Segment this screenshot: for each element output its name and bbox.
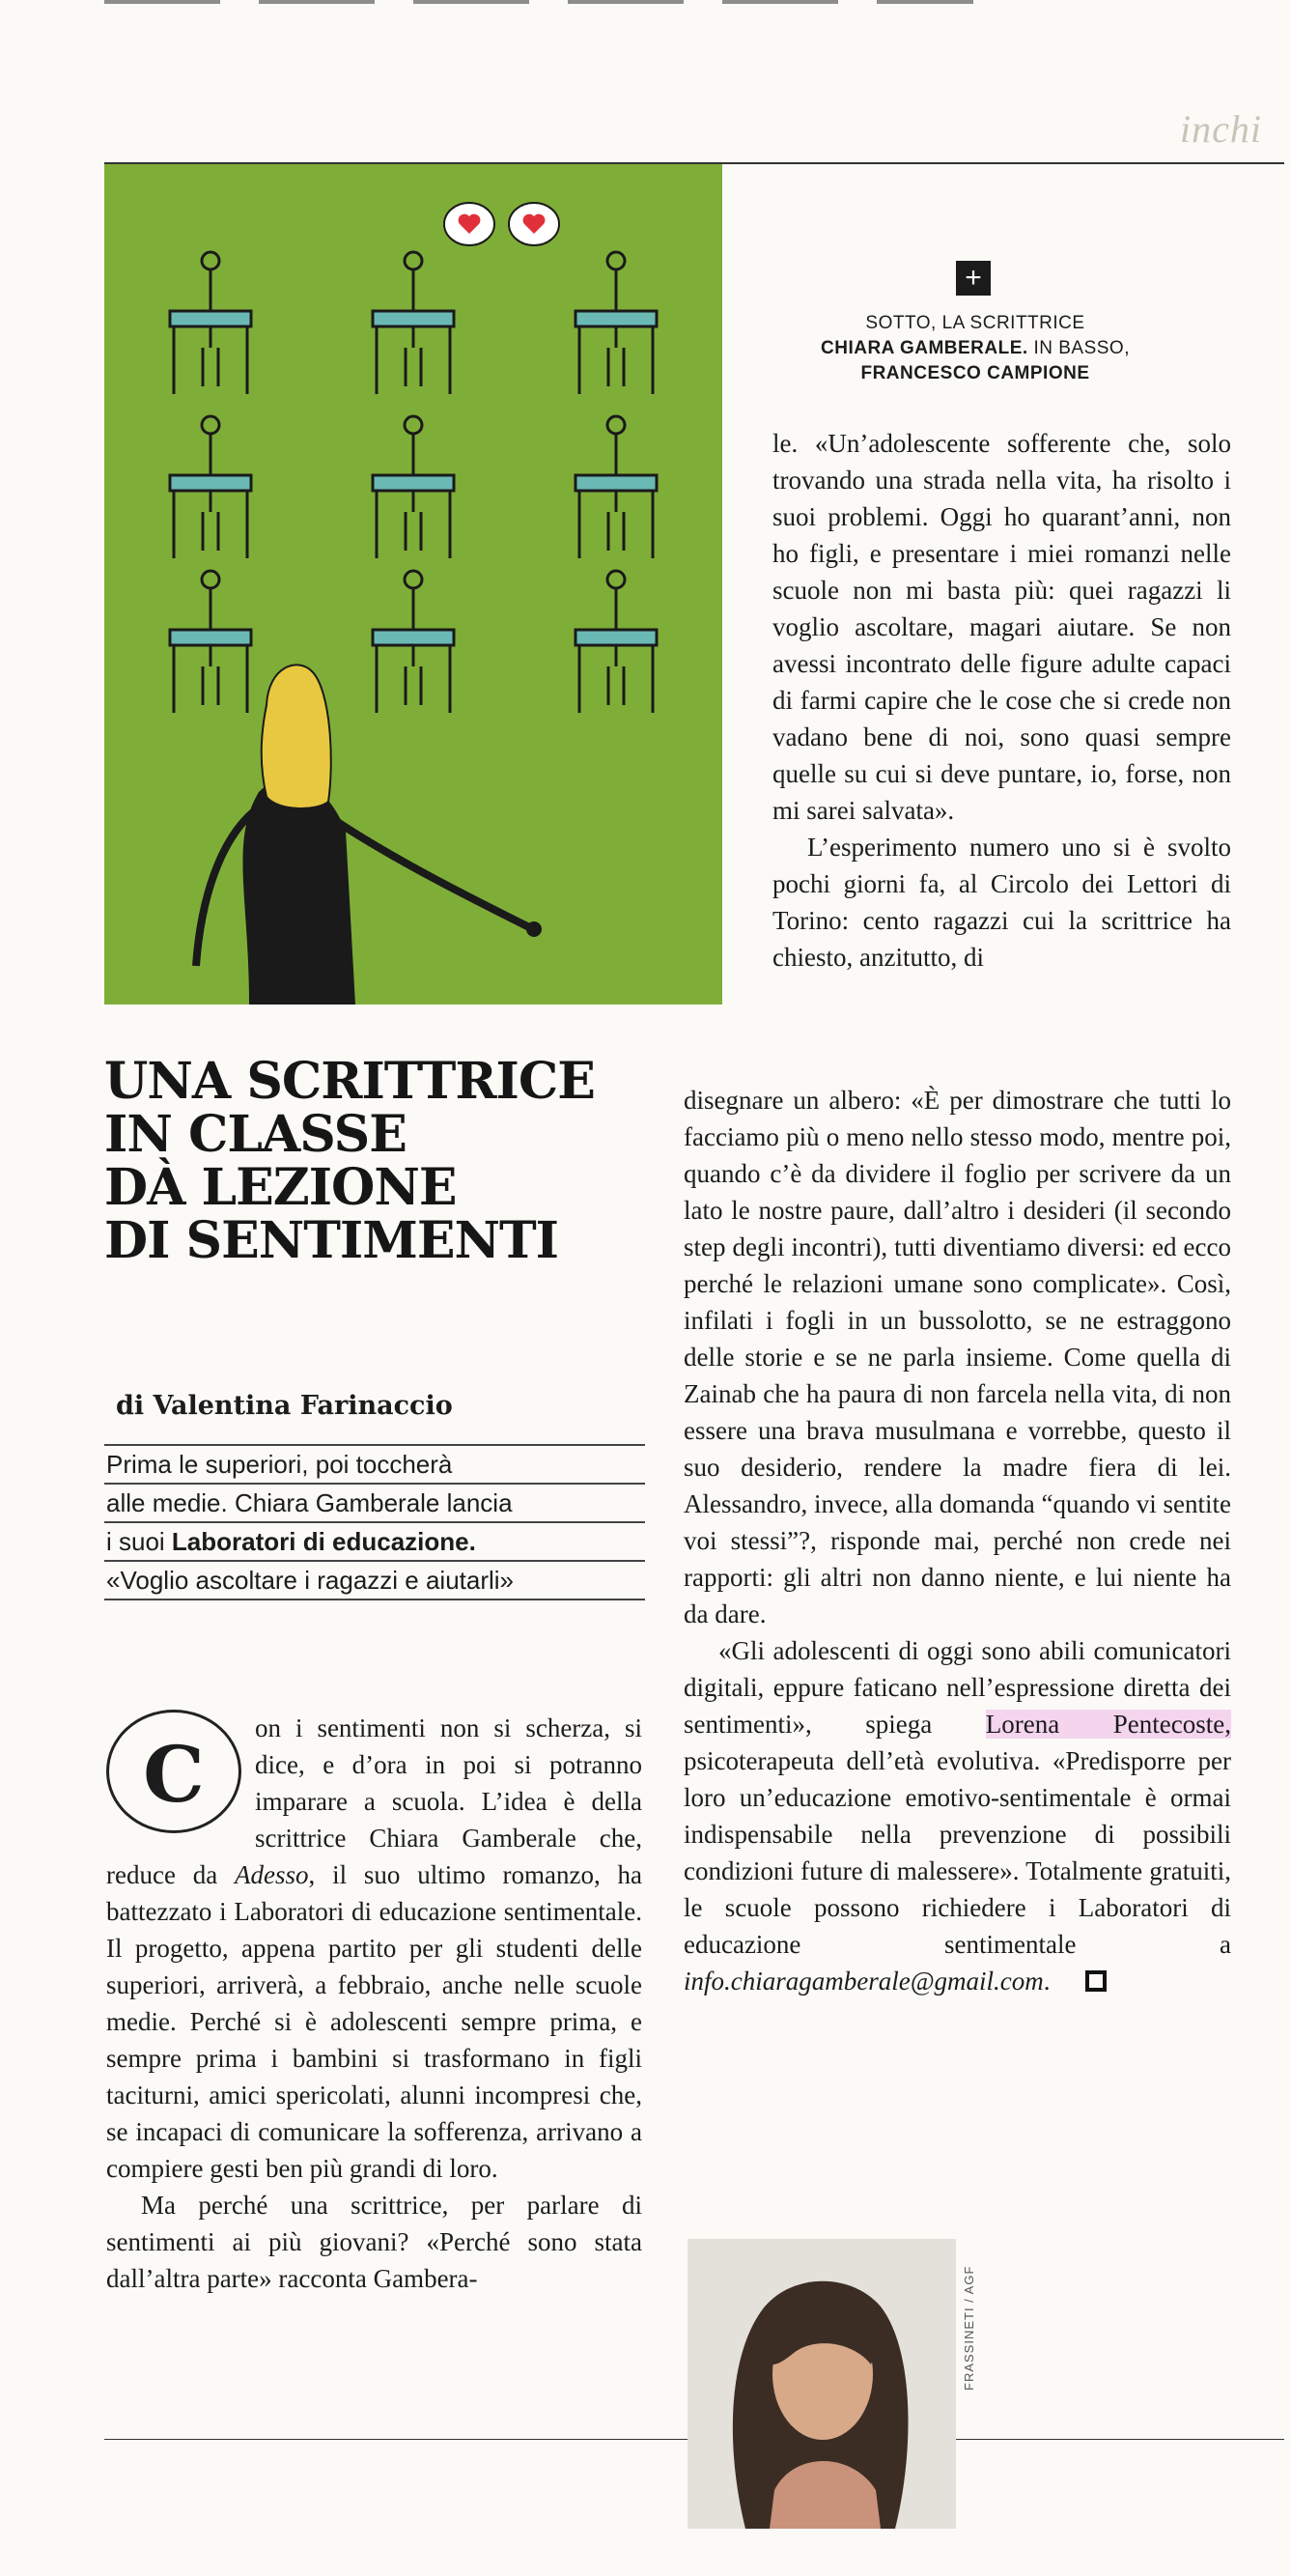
plus-icon: + bbox=[956, 261, 991, 296]
body-paragraph-2: Ma perché una scrittrice, per parlare di sentimenti ai più giovani? «Perché sono stata dall’altra parte» racconta Gambera- bbox=[106, 2191, 642, 2293]
masthead-fragment: inchi bbox=[1180, 107, 1262, 151]
top-decorative-rules bbox=[104, 0, 973, 4]
standfirst-line4: «Voglio ascoltare i ragazzi e aiutarli» bbox=[104, 1562, 645, 1600]
classroom-illustration bbox=[104, 164, 722, 1005]
headline-line2: IN CLASSE bbox=[104, 1105, 407, 1164]
contact-email: info.chiaragamberale@gmail.com bbox=[684, 1967, 1044, 1996]
author-photo bbox=[688, 2239, 956, 2529]
student-at-desk bbox=[373, 416, 454, 558]
headline bbox=[104, 1052, 645, 1270]
student-at-desk bbox=[373, 571, 454, 713]
teacher-body bbox=[242, 778, 355, 1005]
body-paragraph-5: «Gli adolescenti di oggi sono abili comunicatori digitali, eppure faticano nell’espressione diretta dei sentimenti», spiega Lorena Pentecoste, psicoterapeuta dell’età evolutiva. «Predisporre per loro un’educazione emotivo-sentimentale è ormai indispensabile nella prevenzione di possibili condizioni future di malessere». Totalmente gratuiti, le scuole possono richiedere i Laboratori di educazione sentimentale a info.chiaragamberale@gmail.com. bbox=[684, 1636, 1231, 1996]
body-paragraph-4a: L’esperimento numero uno si è svolto pochi giorni fa, al Circolo dei Lettori di Torino: cento ragazzi cui la scrittrice ha chiesto, anzitutto, di bbox=[772, 833, 1231, 972]
teacher-arm-right bbox=[336, 821, 529, 927]
drop-cap: C bbox=[106, 1710, 241, 1833]
photo-credit: FRASSINETI / AGF bbox=[962, 2265, 976, 2391]
student-at-desk bbox=[575, 416, 657, 558]
hearts bbox=[444, 203, 559, 245]
novel-title: Adesso bbox=[235, 1860, 309, 1889]
highlighted-name: Lorena Pentecoste, bbox=[985, 1710, 1231, 1739]
standfirst-line1: Prima le superiori, poi toccherà bbox=[104, 1444, 645, 1485]
student-at-desk bbox=[373, 252, 454, 394]
body-paragraph-3: le. «Un’adolescente sofferente che, solo trovando una strada nella vita, ha risolto i suoi problemi. Oggi ho quarant’anni, non ho figli, e presentare i miei romanzi nelle scuole non mi basta più: quei ragazzi li voglio ascoltare, magari aiutare. Se non avessi incontrato delle figure adulte capaci di farmi capire che le cose che si crede non vadano bene di noi, sono quasi sempre quelle su cui si deve puntare, io, forse, non mi sarei salvata». bbox=[772, 429, 1231, 825]
author-portrait bbox=[688, 2239, 956, 2529]
headline-line3: DÀ LEZIONE bbox=[104, 1158, 457, 1217]
byline: di Valentina Farinaccio bbox=[116, 1391, 453, 1421]
standfirst-line3: i suoi Laboratori di educazione. bbox=[104, 1523, 645, 1562]
body-column-left bbox=[106, 1710, 642, 2297]
standfirst-bold: Laboratori di educazione. bbox=[171, 1527, 476, 1556]
body-paragraph-4b: disegnare un albero: «È per dimostrare che tutti lo facciamo più o meno nello stesso modo, mentre poi, quando c’è da dividere il foglio per scrivere da un lato le nostre paure, dall’altro i desideri (il secondo step degli incontri), tutti diventiamo diversi: ed ecco perché le relazioni umane sono complicate». Così, infilati i fogli in un bussolotto, se ne estraggono delle storie e se ne parla insieme. Come quella di Zainab che ha paura di non farcela nella vita, di non essere una brava musulmana e vorrebbe, questo il suo desiderio, rendere la madre fiera di lei. Alessandro, invece, alla domanda “quando vi sentite voi stessi”?, risponde mai, perché non crede nei rapporti: gli altri non danno niente, e lui niente ha da dare. bbox=[684, 1086, 1231, 1628]
photo-caption bbox=[792, 311, 1159, 386]
caption-line1: SOTTO, LA SCRITTRICE bbox=[865, 313, 1085, 333]
body-column-right bbox=[684, 1082, 1231, 1999]
student-at-desk bbox=[170, 252, 251, 394]
standfirst-line2: alle medie. Chiara Gamberale lancia bbox=[104, 1485, 645, 1523]
student-at-desk bbox=[575, 252, 657, 394]
teacher-hair bbox=[262, 665, 331, 808]
body-paragraph-1: C on i sentimenti non si scherza, si dice, e d’ora in poi si potranno imparare a scuola. L’idea è della scrittrice Chiara Gamberale che, reduce da Adesso, il suo ultimo romanzo, ha battezzato i Laboratori di educazione sentimentale. Il progetto, appena partito per gli studenti delle superiori, arriverà, a febbraio, anche nelle scuole medie. Perché si è adolescenti sempre prima, e sempre prima i bambini si trasformano in figli taciturni, amici spericolati, alunni incompresi che, se incapaci di comunicare la sofferenza, arrivano a compiere gesti ben più grandi di loro. bbox=[106, 1710, 642, 2187]
student-at-desk bbox=[575, 571, 657, 713]
end-square-icon bbox=[1085, 1970, 1107, 1992]
classroom-drawing bbox=[104, 164, 722, 1005]
caption-name2: FRANCESCO CAMPIONE bbox=[860, 363, 1090, 383]
headline-line1: UNA SCRITTRICE bbox=[104, 1052, 595, 1111]
headline-line4: DI SENTIMENTI bbox=[104, 1211, 559, 1270]
caption-line2: IN BASSO, bbox=[1027, 338, 1130, 358]
student-at-desk bbox=[170, 571, 251, 713]
student-at-desk bbox=[170, 416, 251, 558]
caption-name1: CHIARA GAMBERALE. bbox=[821, 338, 1028, 358]
standfirst bbox=[104, 1444, 645, 1600]
body-column-right-top bbox=[772, 425, 1231, 976]
